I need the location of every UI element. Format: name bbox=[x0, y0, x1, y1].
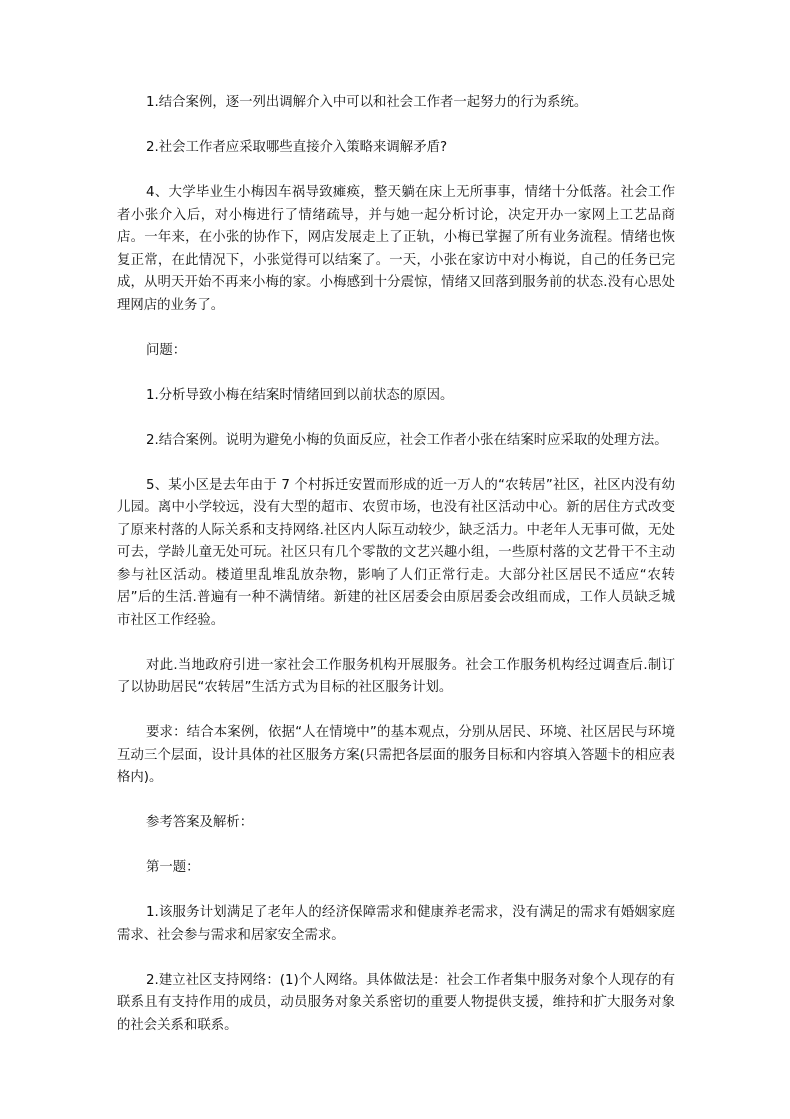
case-4-question-1: 1.分析导致小梅在结案时情绪回到以前状态的原因。 bbox=[146, 387, 454, 403]
answer-1-heading: 第一题： bbox=[146, 860, 200, 875]
case-5-description: 5、某小区是去年由于 7 个村拆迁安置而形成的近一万人的“农转居”社区，社区内没有幼儿园。离中小学较远，没有大型的超市、农贸市场，也没有社区活动中心。新的居住方式改变了原来村落的人际关系和支持网络.社区内人际互动较少，缺乏活力。中老年人无事可做，无处可去，学龄儿童无处可玩。社区只有几个零散的文艺兴趣小组，一些原村落的文艺骨干不主动参与社区活动。楼道里乱堆乱放杂物，影响了人们正常行走。大部分社区居民不适应“农转居”后的生活.普遍有一种不满情绪。新建的社区居委会由原居委会改组而成，工作人员缺乏城市社区工作经验。 bbox=[117, 477, 675, 628]
answer-1-item-2: 2.建立社区支持网络：(1)个人网络。具体做法是：社会工作者集中服务对象个人现存的有联系且有支持作用的成员，动员服务对象关系密切的重要人物提供支援，维持和扩大服务对象的社会关系和联系。 bbox=[117, 972, 675, 1033]
case-4-description: 4、大学毕业生小梅因车祸导致瘫痪，整天躺在床上无所事事，情绪十分低落。社会工作者小张介入后，对小梅进行了情绪疏导，并与她一起分析讨论，决定开办一家网上工艺品商店。一年来，在小张的协作下，网店发展走上了正轨，小梅已掌握了所有业务流程。情绪也恢复正常，在此情况下，小张觉得可以结案了。一天，小张在家访中对小梅说，自己的任务已完成，从明天开始不再来小梅的家。小梅感到十分震惊，情绪又回落到服务前的状态.没有心思处理网店的业务了。 bbox=[117, 185, 675, 313]
answers-heading: 参考答案及解析： bbox=[146, 815, 254, 830]
case-5-requirement: 要求：结合本案例，依据“人在情境中”的基本观点，分别从居民、环境、社区居民与环境互动三个层面，设计具体的社区服务方案(只需把各层面的服务目标和内容填入答题卡的相应表格内)。 bbox=[117, 725, 675, 785]
case-4-question-heading: 问题： bbox=[146, 342, 187, 358]
answer-1-item-1: 1.该服务计划满足了老年人的经济保障需求和健康养老需求，没有满足的需求有婚姻家庭需求、社会参与需求和居家安全需求。 bbox=[117, 905, 675, 943]
question-1-item-2: 2.社会工作者应采取哪些直接介入策略来调解矛盾? bbox=[146, 140, 448, 155]
document-page bbox=[117, 92, 675, 1060]
case-4-question-2: 2.结合案例。说明为避免小梅的负面反应，社会工作者小张在结案时应采取的处理方法。 bbox=[146, 432, 668, 448]
case-5-response: 对此.当地政府引进一家社会工作服务机构开展服务。社会工作服务机构经过调查后.制订了以协助居民“农转居”生活方式为目标的社区服务计划。 bbox=[117, 657, 675, 695]
question-1-item-1: 1.结合案例，逐一列出调解介入中可以和社会工作者一起努力的行为系统。 bbox=[146, 95, 588, 110]
